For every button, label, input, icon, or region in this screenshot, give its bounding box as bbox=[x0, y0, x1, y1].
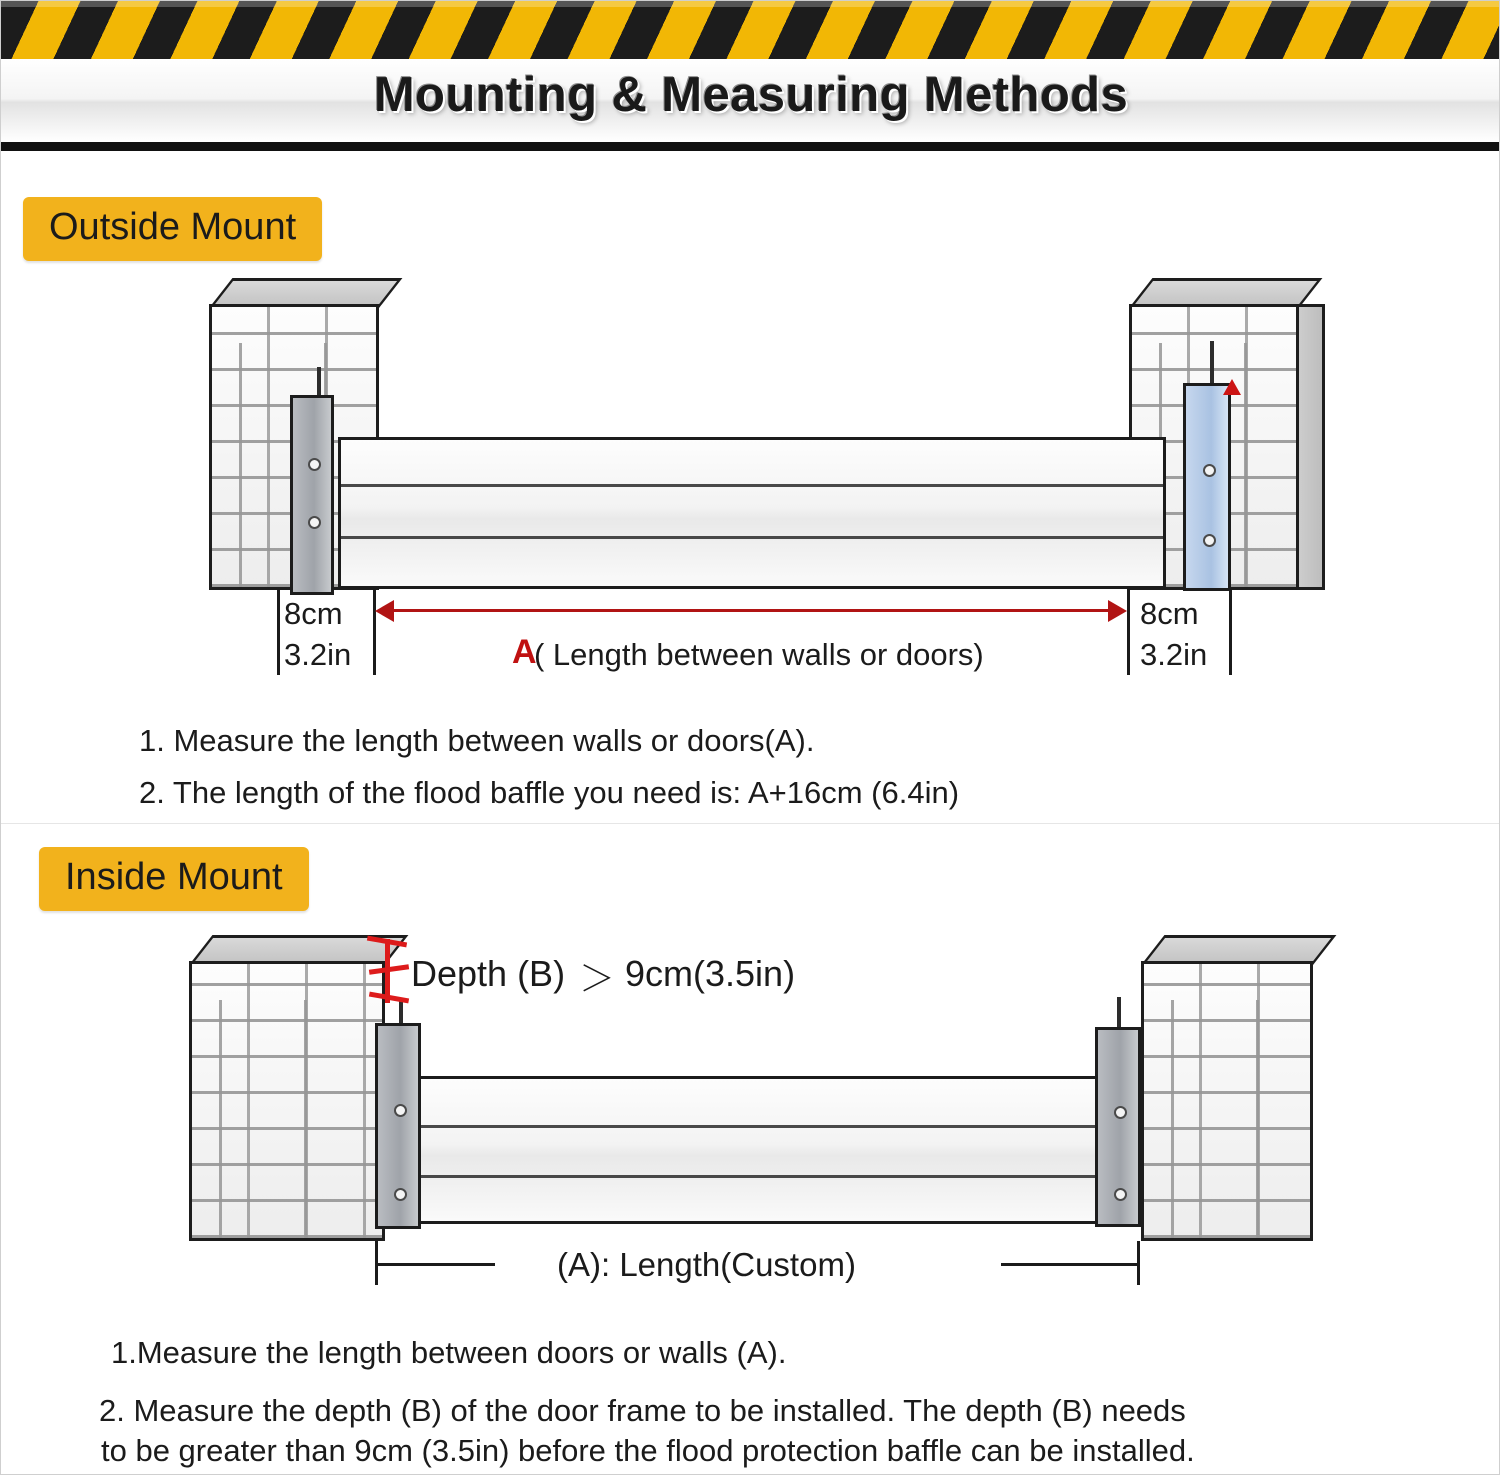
depth-comparator: ＞ bbox=[579, 958, 616, 999]
pillar-side-face bbox=[1299, 304, 1325, 590]
right-margin-cm: 8cm bbox=[1140, 596, 1199, 631]
bracket-hole bbox=[1114, 1106, 1127, 1119]
depth-label: Depth (B) bbox=[411, 953, 566, 994]
dimension-tick-left-outer bbox=[277, 589, 280, 675]
length-tick-right bbox=[1137, 1241, 1140, 1285]
length-caption: (A): Length(Custom) bbox=[557, 1246, 856, 1283]
panel-seam bbox=[341, 484, 1163, 487]
panel-seam bbox=[341, 536, 1163, 539]
depth-value: 9cm(3.5in) bbox=[625, 953, 796, 994]
hazard-stripe-banner-icon bbox=[1, 1, 1500, 62]
bracket-hole bbox=[1203, 464, 1216, 477]
bracket-hole bbox=[1203, 534, 1216, 547]
section-label-inside-mount: Inside Mount bbox=[39, 847, 309, 911]
dimension-letter-a: A bbox=[512, 633, 537, 671]
page-title: Mounting & Measuring Methods bbox=[373, 68, 1129, 122]
pillar-brick-face bbox=[1141, 961, 1313, 1241]
section-label-outside-mount: Outside Mount bbox=[23, 197, 322, 261]
title-band bbox=[1, 59, 1500, 151]
depth-marker-icon bbox=[367, 937, 413, 1003]
brick-pillar-right-inside bbox=[1141, 935, 1313, 1241]
left-margin-in: 3.2in bbox=[284, 637, 352, 672]
dimension-arrow-right-icon bbox=[1108, 600, 1127, 622]
panel-seam bbox=[416, 1175, 1110, 1178]
section-divider bbox=[1, 823, 1500, 824]
bracket-hole bbox=[394, 1188, 407, 1201]
flood-baffle-panel-outside bbox=[338, 437, 1166, 589]
panel-seam bbox=[416, 1125, 1110, 1128]
mount-bracket-right-outside bbox=[1183, 383, 1231, 591]
mount-bracket-left-outside bbox=[290, 395, 334, 595]
inside-step-2-line-2: to be greater than 9cm (3.5in) before the flood protection baffle can be installed. bbox=[101, 1433, 1195, 1468]
pillar-brick-face bbox=[189, 961, 385, 1241]
length-line-left bbox=[375, 1263, 495, 1266]
outside-step-2: 2. The length of the flood baffle you need is: A+16cm (6.4in) bbox=[139, 775, 960, 810]
dimension-line-a bbox=[393, 609, 1123, 612]
right-margin-in: 3.2in bbox=[1140, 637, 1208, 672]
left-margin-cm: 8cm bbox=[284, 596, 343, 631]
bracket-hole bbox=[308, 458, 321, 471]
bracket-hole bbox=[308, 516, 321, 529]
dimension-arrow-left-icon bbox=[375, 600, 394, 622]
dimension-tick-right-outer bbox=[1229, 589, 1232, 675]
bracket-rod-right-inside bbox=[1117, 997, 1121, 1031]
flood-baffle-panel-inside bbox=[413, 1076, 1113, 1224]
length-line-right bbox=[1001, 1263, 1137, 1266]
brick-pillar-left-inside bbox=[189, 935, 385, 1241]
outside-step-1: 1. Measure the length between walls or doors(A). bbox=[139, 723, 815, 758]
bracket-hole bbox=[394, 1104, 407, 1117]
bracket-rod-right bbox=[1210, 341, 1214, 385]
inside-step-1: 1.Measure the length between doors or walls (A). bbox=[111, 1335, 787, 1370]
bracket-hole bbox=[1114, 1188, 1127, 1201]
inside-step-2-line-1: 2. Measure the depth (B) of the door frame to be installed. The depth (B) needs bbox=[99, 1393, 1186, 1428]
dimension-caption: ( Length between walls or doors) bbox=[534, 637, 984, 672]
mount-bracket-right-inside bbox=[1095, 1027, 1141, 1227]
seal-arrow-icon bbox=[1223, 379, 1241, 395]
mount-bracket-left-inside bbox=[375, 1023, 421, 1229]
dimension-tick-right-inner bbox=[1127, 589, 1130, 675]
